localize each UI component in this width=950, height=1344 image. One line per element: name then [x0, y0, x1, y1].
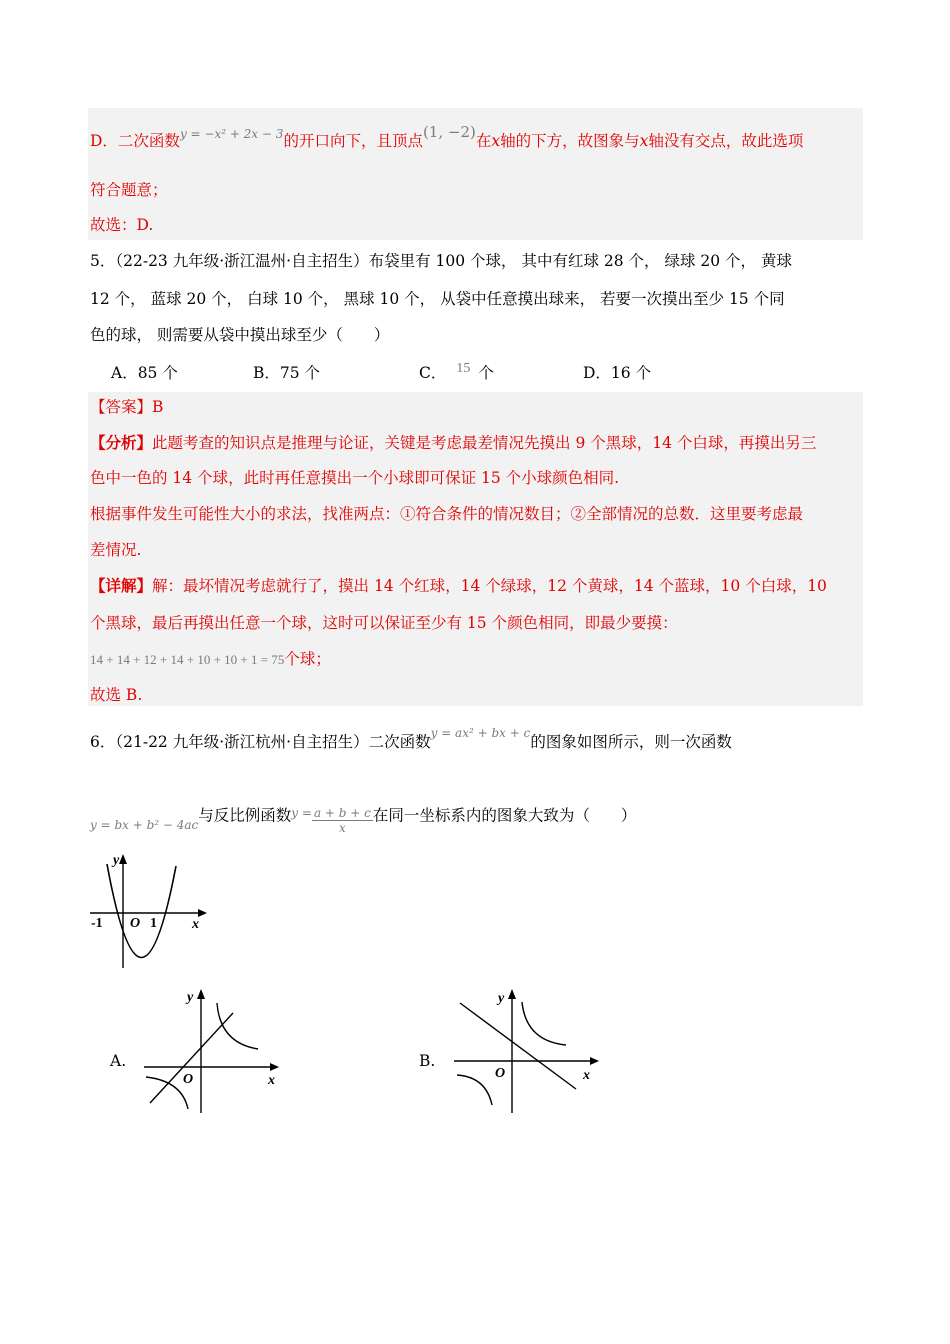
sum-equation: 14 + 14 + 12 + 14 + 10 + 10 + 1 = 75 [90, 652, 285, 667]
hyperbola-branch-q3 [146, 1077, 188, 1109]
hyperbola-branch-q3 [457, 1075, 492, 1105]
linear-function: y = bx + b² − 4ac [90, 817, 199, 832]
q5-stem-line1: 5．（22-23 九年级·浙江温州·自主招生）布袋里有 100 个球， 其中有红球 28 个， 绿球 20 个， 黄球 [90, 252, 792, 270]
origin-label: O [130, 916, 141, 931]
y-label: y [113, 853, 120, 868]
q5-option-a: A．85 个 [111, 364, 178, 382]
vertex-coordinates: (1, −2) [422, 123, 476, 141]
q5-option-c: C． 15 个 [419, 361, 494, 382]
q5-analysis-2: 色中一色的 14 个球，此时再任意摸出一个小球即可保证 15 个小球颜色相同. [90, 469, 620, 487]
linear-line [460, 1003, 576, 1089]
q6-option-b-graph [450, 985, 600, 1115]
quadratic-function: y = ax² + bx + c [430, 726, 531, 740]
top-conclusion: 故选：D. [90, 216, 154, 234]
inverse-function-fraction: $\frac{a + b + c}{x}$ [313, 806, 371, 835]
q6-option-a-graph [140, 985, 290, 1115]
y-axis-arrow-icon [508, 989, 516, 999]
x-label: x [268, 1073, 275, 1088]
x-label: x [192, 917, 199, 932]
option-d-explanation-cont: 符合题意； [90, 181, 168, 199]
x-label: x [583, 1068, 590, 1083]
y-axis-arrow-icon [119, 854, 127, 864]
y-label: y [187, 990, 194, 1005]
q5-detail-2: 个黑球，最后再摸出任意一个球，这时可以保证至少有 15 个颜色相同，即最少要摸： [90, 614, 678, 632]
q5-analysis-1: 【分析】此题考查的知识点是推理与论证，关键是考虑最差情况先摸出 9 个黑球，14 个白球，再摸出另三 [90, 433, 817, 452]
q6-option-a-label: A. [110, 1052, 127, 1070]
parabola-curve [107, 864, 176, 958]
origin-label: O [183, 1072, 194, 1087]
y-axis-arrow-icon [197, 989, 205, 999]
y-label: y [498, 991, 505, 1006]
tick-pos-one: 1 [150, 916, 157, 931]
q6-parabola-graph [86, 850, 216, 970]
linear-line [150, 1013, 233, 1103]
q6-option-b-label: B. [419, 1052, 436, 1070]
q5-analysis-4: 差情况. [90, 541, 142, 559]
q5-conclusion: 故选 B. [90, 686, 143, 704]
q5-stem-line2: 12 个， 蓝球 20 个， 白球 10 个， 黑球 10 个， 从袋中任意摸出球来， 若要一次摸出至少 15 个同 [90, 290, 785, 308]
x-axis-arrow-icon [590, 1057, 599, 1065]
q5-option-d: D．16 个 [583, 364, 652, 382]
tick-neg-one: -1 [91, 916, 103, 931]
quadratic-equation: y = −x² + 2x − 3 [179, 127, 284, 141]
q6-stem-line1: 6．（21-22 九年级·浙江杭州·自主招生）二次函数$^{y = ax^2 + bx + c}$的图象如图所示，则一次函数 [90, 726, 732, 751]
option-d-explanation: D．二次函数$^{y = -x^2 + 2x - 3}$的开口向下，且顶点(1, −2)在x轴的下方，故图象与x轴没有交点，故此选项 [90, 123, 804, 150]
q5-stem-line3: 色的球， 则需要从袋中摸出球至少（ ） [90, 326, 390, 344]
q5-answer: 【答案】B [90, 398, 164, 416]
x-axis-arrow-icon [270, 1063, 279, 1071]
x-axis-arrow-icon [198, 909, 207, 917]
q5-detail-1: 【详解】解：最坏情况考虑就行了，摸出 14 个红球，14 个绿球，12 个黄球，14 个蓝球，10 个白球，10 [90, 576, 827, 595]
hyperbola-branch-q1 [522, 1002, 566, 1045]
q5-option-b: B．75 个 [253, 364, 321, 382]
hyperbola-branch-q1 [217, 1003, 258, 1049]
q6-stem-line2: $_{y = bx + b^2 - 4ac}$与反比例函数$^{y =}$ $\frac{a + b + c}{x}$ 在同一坐标系内的图象大致为（ ） [90, 805, 637, 835]
q5-detail-3: 14 + 14 + 12 + 14 + 10 + 10 + 1 = 75个球； [90, 650, 331, 668]
q5-analysis-3: 根据事件发生可能性大小的求法，找准两点：①符合条件的情况数目；②全部情况的总数．这里要考虑最 [90, 505, 804, 523]
origin-label: O [495, 1066, 506, 1081]
